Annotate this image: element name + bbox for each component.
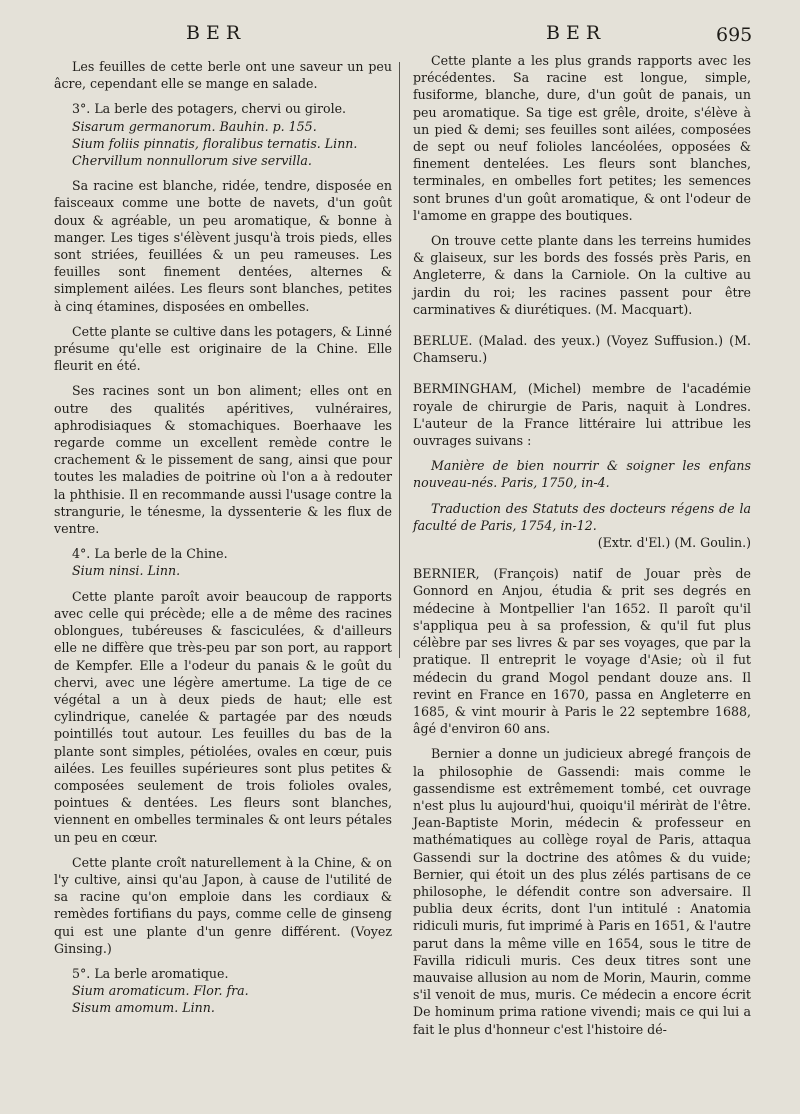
- spacer: [54, 846, 392, 854]
- botanical-synonym: Sisum amomum. Linn.: [72, 1000, 215, 1016]
- paragraph: Cette plante croît naturellement à la Chine, & on l'y cultive, ainsi qu'au Japon, à cause de l'utilité de sa racine qu'on emploie dans les cordiaux & remèdes fortifians du pays, comme celle de ginseng qui est une plante d'un genre différent. (Voyez Ginsing.): [54, 854, 392, 956]
- paragraph: Cette plante paroît avoir beaucoup de rapports avec celle qui précède; elle a de même des racines oblongues, tubéreuses & fasciculées, & d'ailleurs elle ne diffère que très-peu par son port, au rapport de Kempfer. Elle a l'odeur du panais & le goût du chervi, avec une légère amertume. La tige de ce végétal a un à deux pieds de haut; elle est cylindrique, canelée & partagée par des nœuds pointillés tout autour. Les feuilles du bas de la plante sont simples, pétiolées, ovales en cœur, puis ailées. Les feuilles supérieures sont plus petites & composées seulement de trois folioles ovales, pointues & dentées. Les fleurs sont blanches, viennent en ombelles terminales & ont leurs pétales un peu en cœur.: [54, 588, 392, 845]
- page-number: 695: [716, 24, 753, 46]
- spacer: [54, 580, 392, 588]
- column-divider: [399, 62, 400, 658]
- right-column: [413, 52, 751, 1038]
- spacer: [413, 224, 751, 232]
- work-title: Traduction des Statuts des docteurs régens de la faculté de Paris, 1754, in-12.: [413, 500, 751, 533]
- biography-entry: BERNIER, (François) natif de Jouar près de Gonnord en Anjou, étudia & prit ses degrés en médecine à Montpellier l'an 1652. Il paroît qu'il s'appliqua peu à sa profession, & qu'il fut plus célèbre par ses livres & par ses voyages, que par la pratique. Il entreprit le voyage d'Asie; où il fut médecin du grand Mogol pendant douze ans. Il revint en France en 1670, passa en Angleterre en 1685, & vint mourir à Paris le 22 septembre 1688, âgé d'environ 60 ans.: [413, 566, 751, 737]
- paragraph: Cette plante a les plus grands rapports avec les précédentes. Sa racine est longue, simple, fusiforme, blanche, dure, d'un goût de panais, un peu aromatique. Sa tige est grêle, droite, s'élève à un pied & demi; ses feuilles sont ailées, composées de sept ou neuf folioles lancéolées, opposées & finement dentelées. Les fleurs sont blanches, terminales, en ombelles fort petites; les semences sont brunes d'un goût aromatique, & ont l'odeur de l'amome en grappe des boutiques.: [413, 53, 751, 223]
- spacer: [413, 551, 751, 565]
- spacer: [54, 92, 392, 100]
- biography-entry: BERMINGHAM, (Michel) membre de l'académie royale de chirurgie de Paris, naquit à Londres. L'auteur de la France littéraire lui attribue les ouvrages suivans :: [413, 381, 751, 449]
- spacer: [413, 449, 751, 457]
- spacer: [413, 366, 751, 380]
- paragraph: Bernier a donne un judicieux abregé françois de la philosophie de Gassendi: mais comme le gassendisme est extrêmement tombé, cet ouvrage n'est plus lu aujourd'hui, quoiqu'il mériràt de l'être. Jean-Baptiste Morin, médecin & professeur en mathématiques au collège royal de Paris, attaqua Gassendi sur la doctrine des atômes & du vuide; Bernier, qui étoit un des plus zélés partisans de ce philosophe, le défendit contre son adversaire. Il publia deux écrits, dont l'un intitulé : Anatomia ridiculi muris, fut imprimé à Paris en 1651, & l'autre parut dans la même ville en 1654, sous le titre de Favilla ridiculi muris. Ces deux titres sont une mauvaise allusion au nom de Morin, Maurin, comme s'il venoit de mus, muris. Ce médecin a encore écrit De hominum prima ratione vivendi; mais ce qui lui a fait le plus d'honneur c'est l'histoire dé-: [413, 746, 751, 1037]
- spacer: [413, 318, 751, 332]
- botanical-synonym: Sium aromaticum. Flor. fra.: [72, 983, 249, 999]
- paragraph: Cette plante se cultive dans les potagers, & Linné présume qu'elle est originaire de la Chine. Elle fleurit en été.: [54, 323, 392, 374]
- spacer: [54, 374, 392, 382]
- running-head-right: BER: [546, 22, 607, 44]
- paragraph: Sa racine est blanche, ridée, tendre, disposée en faisceaux comme une botte de navets, d'un goût doux & agréable, un peu aromatique, & bonne à manger. Les tiges s'élèvent jusqu'à trois pieds, elles sont striées, feuillées & un peu rameuses. Les feuilles sont finement dentées, alternes & simplement ailées. Les fleurs sont blanches, petites à cinq étamines, disposées en ombelles.: [54, 178, 392, 314]
- biography-entry: BERLUE. (Malad. des yeux.) (Voyez Suffusion.) (M. Chamseru.): [413, 333, 751, 366]
- botanical-synonym: Sium ninsi. Linn.: [72, 563, 181, 579]
- paragraph: On trouve cette plante dans les terreins humides & glaiseux, sur les bords des fossés près Paris, en Angleterre, & dans la Carniole. On la cultive au jardin du roi; les racines passent pour être carminatives & diurétiques. (M. Macquart).: [413, 233, 751, 317]
- left-column: [54, 58, 392, 1017]
- paragraph: Ses racines sont un bon aliment; elles ont en outre des qualités apéritives, vulnéraires, aphrodisiaques & stomachiques. Boerhaave les regarde comme un excellent remède contre le crachement & le pissement de sang, ainsi que pour toutes les maladies de poitrine où l'on a à redouter la phthisie. Il en recommande aussi l'usage contre la strangurie, le ténesme, la dyssenterie & les flux de ventre.: [54, 383, 392, 537]
- running-head-left: BER: [186, 22, 247, 44]
- paragraph: 3°. La berle des potagers, chervi ou girole.: [72, 101, 347, 117]
- paragraph: 5°. La berle aromatique.: [72, 965, 229, 981]
- spacer: [54, 537, 392, 545]
- botanical-synonym: Sium foliis pinnatis, floralibus ternatis. Linn.: [72, 135, 358, 151]
- paragraph: 4°. La berle de la Chine.: [72, 546, 228, 562]
- source-citation: (Extr. d'El.) (M. Goulin.): [597, 535, 751, 551]
- paragraph: Les feuilles de cette berle ont une saveur un peu âcre, cependant elle se mange en salade.: [54, 59, 392, 92]
- spacer: [54, 957, 392, 965]
- spacer: [54, 169, 392, 177]
- spacer: [413, 737, 751, 745]
- spacer: [54, 315, 392, 323]
- botanical-synonym: Sisarum germanorum. Bauhin. p. 155.: [72, 118, 317, 134]
- botanical-synonym: Chervillum nonnullorum sive servilla.: [72, 153, 312, 169]
- work-title: Manière de bien nourrir & soigner les enfans nouveau-nés. Paris, 1750, in-4.: [413, 458, 751, 491]
- spacer: [413, 492, 751, 500]
